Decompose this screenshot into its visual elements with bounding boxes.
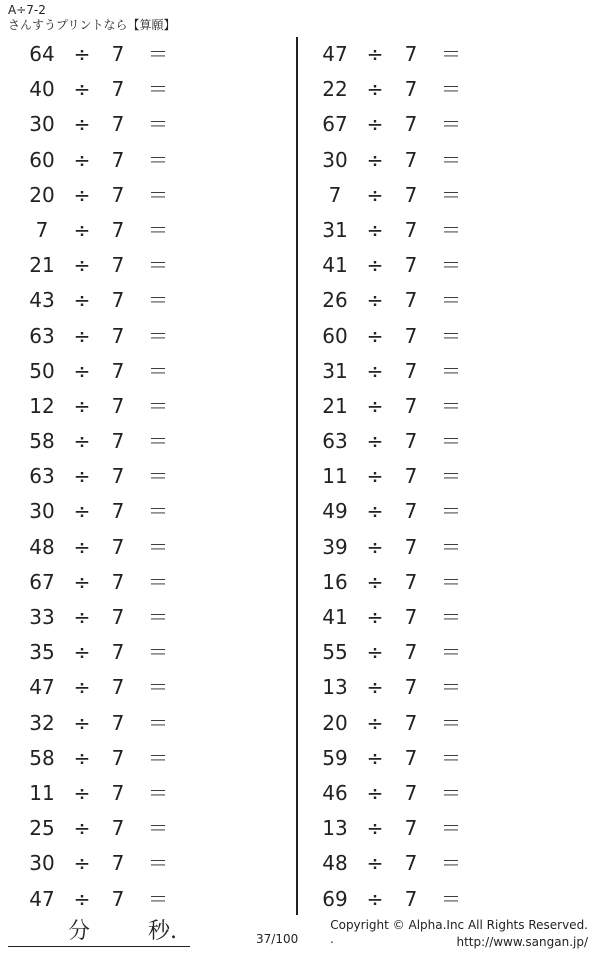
division-sign: ÷: [366, 675, 384, 700]
dividend: 58: [29, 429, 55, 454]
division-sign: ÷: [366, 217, 384, 242]
dividend: 31: [322, 358, 348, 383]
divisor: 7: [404, 112, 418, 137]
left-problem-column: [0, 37, 280, 917]
dividend: 20: [322, 710, 348, 735]
dividend: 22: [322, 77, 348, 102]
division-sign: ÷: [366, 323, 384, 348]
problem-row: [293, 706, 573, 741]
divisor: 7: [404, 745, 418, 770]
equals-sign: ＝: [441, 886, 461, 911]
divisor: 7: [404, 499, 418, 524]
problem-row: [0, 459, 280, 494]
division-sign: ÷: [366, 569, 384, 594]
divisor: 7: [404, 429, 418, 454]
divisor: 7: [111, 393, 125, 418]
dividend: 40: [29, 77, 55, 102]
divisor: 7: [404, 358, 418, 383]
division-sign: ÷: [73, 182, 91, 207]
divisor: 7: [111, 147, 125, 172]
problem-row: [293, 178, 573, 213]
dividend: 48: [29, 534, 55, 559]
divisor: 7: [404, 182, 418, 207]
footer-dot: .: [330, 932, 334, 946]
divisor: 7: [111, 745, 125, 770]
dividend: 59: [322, 745, 348, 770]
problem-row: [0, 706, 280, 741]
divisor: 7: [404, 253, 418, 278]
dividend: 47: [29, 886, 55, 911]
division-sign: ÷: [366, 42, 384, 66]
dividend: 26: [322, 288, 348, 313]
divisor: 7: [111, 499, 125, 524]
division-sign: ÷: [73, 393, 91, 418]
divisor: 7: [404, 816, 418, 841]
division-sign: ÷: [73, 217, 91, 242]
equals-sign: ＝: [148, 464, 168, 489]
problem-row: [0, 37, 280, 72]
dividend: 64: [29, 42, 55, 66]
equals-sign: ＝: [148, 182, 168, 207]
problem-row: [293, 283, 573, 318]
equals-sign: ＝: [148, 675, 168, 700]
equals-sign: ＝: [441, 534, 461, 559]
dividend: 21: [322, 393, 348, 418]
division-sign: ÷: [366, 147, 384, 172]
division-sign: ÷: [73, 569, 91, 594]
divisor: 7: [111, 605, 125, 629]
problem-row: [293, 741, 573, 776]
division-sign: ÷: [366, 534, 384, 559]
problem-row: [293, 459, 573, 494]
equals-sign: ＝: [441, 640, 461, 665]
equals-sign: ＝: [148, 429, 168, 454]
divisor: 7: [404, 147, 418, 172]
divisor: 7: [404, 323, 418, 348]
divisor: 7: [111, 217, 125, 242]
divisor: 7: [404, 851, 418, 876]
equals-sign: ＝: [148, 886, 168, 911]
dividend: 7: [328, 182, 342, 207]
equals-sign: ＝: [441, 710, 461, 735]
division-sign: ÷: [73, 77, 91, 102]
division-sign: ÷: [366, 640, 384, 665]
dividend: 47: [322, 42, 348, 66]
division-sign: ÷: [73, 499, 91, 524]
equals-sign: ＝: [148, 393, 168, 418]
problem-row: [0, 143, 280, 178]
dividend: 30: [29, 851, 55, 876]
dividend: 30: [29, 499, 55, 524]
dividend: 50: [29, 358, 55, 383]
problem-row: [0, 354, 280, 389]
dividend: 20: [29, 182, 55, 207]
dividend: 43: [29, 288, 55, 313]
right-problem-column: [293, 37, 573, 917]
problem-row: [0, 319, 280, 354]
division-sign: ÷: [366, 886, 384, 911]
problem-row: [0, 670, 280, 705]
equals-sign: ＝: [441, 429, 461, 454]
equals-sign: ＝: [441, 393, 461, 418]
page-number: 37/100: [256, 932, 299, 946]
dividend: 30: [322, 147, 348, 172]
problem-row: [0, 882, 280, 917]
dividend: 30: [29, 112, 55, 137]
dividend: 11: [322, 464, 348, 489]
problem-row: [293, 72, 573, 107]
problem-row: [293, 248, 573, 283]
equals-sign: ＝: [148, 253, 168, 278]
equals-sign: ＝: [148, 745, 168, 770]
problem-row: [293, 846, 573, 881]
divisor: 7: [404, 217, 418, 242]
divisor: 7: [111, 253, 125, 278]
divisor: 7: [404, 675, 418, 700]
divisor: 7: [404, 288, 418, 313]
divisor: 7: [111, 569, 125, 594]
divisor: 7: [111, 886, 125, 911]
dividend: 47: [29, 675, 55, 700]
problem-row: [293, 530, 573, 565]
division-sign: ÷: [366, 710, 384, 735]
division-sign: ÷: [73, 745, 91, 770]
dividend: 35: [29, 640, 55, 665]
divisor: 7: [111, 323, 125, 348]
equals-sign: ＝: [148, 42, 168, 66]
problem-row: [293, 670, 573, 705]
division-sign: ÷: [366, 77, 384, 102]
worksheet-code: A÷7-2: [8, 3, 46, 17]
division-sign: ÷: [366, 816, 384, 841]
equals-sign: ＝: [441, 182, 461, 207]
divisor: 7: [404, 77, 418, 102]
equals-sign: ＝: [441, 112, 461, 137]
equals-sign: ＝: [441, 288, 461, 313]
problem-row: [0, 846, 280, 881]
divisor: 7: [404, 393, 418, 418]
divisor: 7: [111, 182, 125, 207]
problem-row: [0, 811, 280, 846]
dividend: 58: [29, 745, 55, 770]
equals-sign: ＝: [441, 780, 461, 805]
dividend: 16: [322, 569, 348, 594]
dividend: 33: [29, 605, 55, 629]
division-sign: ÷: [366, 780, 384, 805]
division-sign: ÷: [73, 429, 91, 454]
problem-row: [0, 530, 280, 565]
problem-row: [293, 319, 573, 354]
problem-row: [0, 494, 280, 529]
equals-sign: ＝: [441, 323, 461, 348]
division-sign: ÷: [73, 851, 91, 876]
divisor: 7: [404, 886, 418, 911]
equals-sign: ＝: [148, 499, 168, 524]
division-sign: ÷: [73, 816, 91, 841]
divisor: 7: [111, 710, 125, 735]
problem-row: [0, 107, 280, 142]
division-sign: ÷: [73, 358, 91, 383]
equals-sign: ＝: [148, 323, 168, 348]
division-sign: ÷: [73, 253, 91, 278]
division-sign: ÷: [366, 605, 384, 629]
problem-row: [0, 178, 280, 213]
divisor: 7: [111, 464, 125, 489]
equals-sign: ＝: [441, 605, 461, 629]
divisor: 7: [404, 569, 418, 594]
problem-row: [293, 213, 573, 248]
division-sign: ÷: [73, 605, 91, 629]
divisor: 7: [111, 780, 125, 805]
worksheet-subtitle: さんすうプリントなら【算願】: [8, 18, 176, 32]
equals-sign: ＝: [441, 358, 461, 383]
divisor: 7: [111, 534, 125, 559]
divisor: 7: [111, 42, 125, 66]
dividend: 7: [35, 217, 49, 242]
divisor: 7: [111, 851, 125, 876]
dividend: 11: [29, 780, 55, 805]
division-sign: ÷: [73, 675, 91, 700]
seconds-label: 秒.: [148, 919, 177, 944]
division-sign: ÷: [366, 499, 384, 524]
division-sign: ÷: [73, 323, 91, 348]
division-sign: ÷: [73, 464, 91, 489]
equals-sign: ＝: [441, 77, 461, 102]
dividend: 13: [322, 816, 348, 841]
division-sign: ÷: [73, 710, 91, 735]
dividend: 13: [322, 675, 348, 700]
minutes-label: 分: [68, 919, 91, 944]
dividend: 67: [322, 112, 348, 137]
dividend: 48: [322, 851, 348, 876]
dividend: 12: [29, 393, 55, 418]
dividend: 46: [322, 780, 348, 805]
division-sign: ÷: [366, 851, 384, 876]
problem-row: [0, 635, 280, 670]
equals-sign: ＝: [148, 358, 168, 383]
equals-sign: ＝: [441, 569, 461, 594]
equals-sign: ＝: [148, 112, 168, 137]
divisor: 7: [111, 816, 125, 841]
division-sign: ÷: [73, 640, 91, 665]
divisor: 7: [111, 112, 125, 137]
dividend: 32: [29, 710, 55, 735]
problem-row: [293, 882, 573, 917]
division-sign: ÷: [73, 780, 91, 805]
dividend: 69: [322, 886, 348, 911]
divisor: 7: [111, 358, 125, 383]
dividend: 41: [322, 253, 348, 278]
equals-sign: ＝: [441, 217, 461, 242]
equals-sign: ＝: [148, 217, 168, 242]
divisor: 7: [111, 429, 125, 454]
equals-sign: ＝: [148, 851, 168, 876]
equals-sign: ＝: [148, 534, 168, 559]
problem-row: [293, 424, 573, 459]
copyright-text: Copyright © Alpha.Inc All Rights Reserved.: [330, 918, 588, 932]
dividend: 60: [322, 323, 348, 348]
divisor: 7: [404, 534, 418, 559]
dividend: 60: [29, 147, 55, 172]
problem-row: [0, 776, 280, 811]
equals-sign: ＝: [441, 253, 461, 278]
equals-sign: ＝: [148, 605, 168, 629]
division-sign: ÷: [366, 253, 384, 278]
problem-row: [293, 600, 573, 635]
division-sign: ÷: [73, 147, 91, 172]
division-sign: ÷: [366, 112, 384, 137]
problem-row: [0, 389, 280, 424]
equals-sign: ＝: [148, 710, 168, 735]
problem-row: [293, 811, 573, 846]
problem-row: [293, 37, 573, 72]
equals-sign: ＝: [148, 569, 168, 594]
dividend: 63: [29, 464, 55, 489]
equals-sign: ＝: [148, 640, 168, 665]
equals-sign: ＝: [441, 675, 461, 700]
division-sign: ÷: [366, 358, 384, 383]
dividend: 31: [322, 217, 348, 242]
divisor: 7: [111, 675, 125, 700]
divisor: 7: [404, 605, 418, 629]
equals-sign: ＝: [148, 147, 168, 172]
problem-row: [293, 107, 573, 142]
dividend: 39: [322, 534, 348, 559]
division-sign: ÷: [73, 112, 91, 137]
equals-sign: ＝: [441, 816, 461, 841]
dividend: 25: [29, 816, 55, 841]
divisor: 7: [404, 780, 418, 805]
division-sign: ÷: [366, 745, 384, 770]
divisor: 7: [404, 464, 418, 489]
division-sign: ÷: [73, 534, 91, 559]
equals-sign: ＝: [148, 780, 168, 805]
equals-sign: ＝: [148, 816, 168, 841]
division-sign: ÷: [366, 393, 384, 418]
problem-row: [293, 565, 573, 600]
divisor: 7: [111, 77, 125, 102]
problem-row: [293, 389, 573, 424]
divisor: 7: [404, 710, 418, 735]
equals-sign: ＝: [441, 745, 461, 770]
division-sign: ÷: [73, 42, 91, 66]
problem-row: [293, 143, 573, 178]
dividend: 63: [322, 429, 348, 454]
division-sign: ÷: [366, 288, 384, 313]
division-sign: ÷: [73, 288, 91, 313]
site-url: http://www.sangan.jp/: [456, 935, 588, 949]
dividend: 41: [322, 605, 348, 629]
dividend: 21: [29, 253, 55, 278]
equals-sign: ＝: [441, 147, 461, 172]
divisor: 7: [404, 42, 418, 66]
problem-row: [293, 635, 573, 670]
division-sign: ÷: [366, 429, 384, 454]
problem-row: [0, 565, 280, 600]
divisor: 7: [111, 640, 125, 665]
problem-row: [293, 494, 573, 529]
dividend: 55: [322, 640, 348, 665]
equals-sign: ＝: [441, 464, 461, 489]
problem-row: [0, 424, 280, 459]
equals-sign: ＝: [148, 77, 168, 102]
equals-sign: ＝: [441, 851, 461, 876]
division-sign: ÷: [366, 464, 384, 489]
division-sign: ÷: [366, 182, 384, 207]
division-sign: ÷: [73, 886, 91, 911]
divisor: 7: [404, 640, 418, 665]
problem-row: [0, 741, 280, 776]
equals-sign: ＝: [148, 288, 168, 313]
problem-row: [0, 72, 280, 107]
problem-row: [0, 248, 280, 283]
problem-row: [293, 354, 573, 389]
equals-sign: ＝: [441, 42, 461, 66]
problem-row: [0, 600, 280, 635]
dividend: 63: [29, 323, 55, 348]
dividend: 49: [322, 499, 348, 524]
divisor: 7: [111, 288, 125, 313]
problem-row: [293, 776, 573, 811]
problem-row: [0, 283, 280, 318]
problem-row: [0, 213, 280, 248]
dividend: 67: [29, 569, 55, 594]
equals-sign: ＝: [441, 499, 461, 524]
time-record-line: [8, 918, 190, 947]
